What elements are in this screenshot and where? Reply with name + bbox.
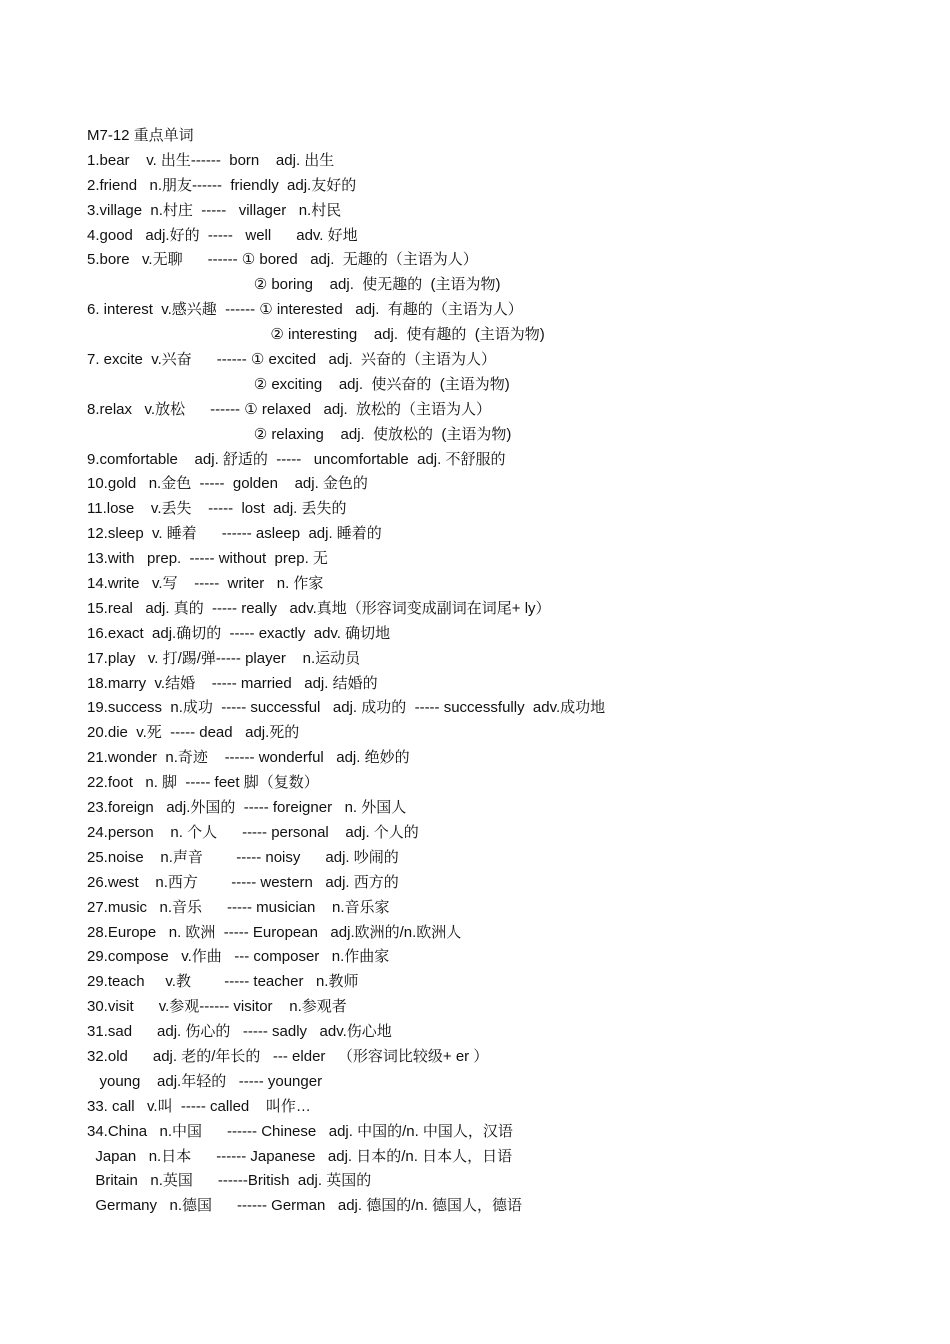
vocab-line: 24.person n. 个人 ----- personal adj. 个人的 bbox=[87, 823, 419, 841]
vocab-line: 6. interest v.感兴趣 ------ ① interested adj. 有趣的（主语为人） bbox=[87, 301, 523, 319]
vocab-line: Britain n.英国 ------British adj. 英国的 bbox=[87, 1172, 372, 1190]
vocab-line: 31.sad adj. 伤心的 ----- sadly adv.伤心地 bbox=[87, 1023, 392, 1041]
vocab-line: 9.comfortable adj. 舒适的 ----- uncomfortable adj. 不舒服的 bbox=[87, 450, 506, 468]
vocab-line: 20.die v.死 ----- dead adj.死的 bbox=[87, 724, 300, 742]
vocab-line: 4.good adj.好的 ----- well adv. 好地 bbox=[87, 226, 358, 244]
document-title: M7-12 重点单词 bbox=[87, 127, 194, 144]
vocab-line: 29.teach v.教 ----- teacher n.教师 bbox=[87, 973, 359, 991]
vocab-line: Germany n.德国 ------ German adj. 德国的/n. 德国人，德语 bbox=[87, 1197, 523, 1215]
vocab-line: young adj.年轻的 ----- younger bbox=[87, 1072, 323, 1090]
vocab-line: 12.sleep v. 睡着 ------ asleep adj. 睡着的 bbox=[87, 525, 382, 543]
vocab-line: 22.foot n. 脚 ----- feet 脚（复数） bbox=[87, 774, 319, 792]
vocab-line: 1.bear v. 出生------ born adj. 出生 bbox=[87, 151, 335, 169]
vocab-line: 2.friend n.朋友------ friendly adj.友好的 bbox=[87, 176, 357, 194]
vocab-line: 8.relax v.放松 ------ ① relaxed adj. 放松的（主语为人） bbox=[87, 400, 492, 418]
vocab-line: 25.noise n.声音 ----- noisy adj. 吵闹的 bbox=[87, 848, 399, 866]
vocab-line: ② interesting adj. 使有趣的 (主语为物) bbox=[87, 326, 545, 344]
vocab-line: 17.play v. 打/踢/弹----- player n.运动员 bbox=[87, 649, 361, 667]
vocab-line: 18.marry v.结婚 ----- married adj. 结婚的 bbox=[87, 674, 378, 692]
vocab-line: 30.visit v.参观------ visitor n.参观者 bbox=[87, 998, 347, 1016]
vocab-line: 19.success n.成功 ----- successful adj. 成功的 ----- successfully adv.成功地 bbox=[87, 699, 606, 717]
vocab-line: 34.China n.中国 ------ Chinese adj. 中国的/n. 中国人，汉语 bbox=[87, 1122, 513, 1140]
vocab-line: 11.lose v.丢失 ----- lost adj. 丢失的 bbox=[87, 500, 347, 518]
vocab-line: 5.bore v.无聊 ------ ① bored adj. 无趣的（主语为人） bbox=[87, 251, 478, 269]
vocab-line: 27.music n.音乐 ----- musician n.音乐家 bbox=[87, 898, 390, 916]
vocab-line: 3.village n.村庄 ----- villager n.村民 bbox=[87, 201, 342, 219]
vocab-line: ② boring adj. 使无趣的 (主语为物) bbox=[87, 276, 501, 294]
vocab-line: 21.wonder n.奇迹 ------ wonderful adj. 绝妙的 bbox=[87, 749, 410, 767]
vocabulary-list bbox=[87, 124, 907, 1219]
vocab-line: 15.real adj. 真的 ----- really adv.真地（形容词变成副词在词尾+ ly） bbox=[87, 599, 551, 617]
vocab-line: 10.gold n.金色 ----- golden adj. 金色的 bbox=[87, 475, 368, 493]
vocab-line: 7. excite v.兴奋 ------ ① excited adj. 兴奋的（主语为人） bbox=[87, 351, 497, 369]
vocab-line: ② relaxing adj. 使放松的 (主语为物) bbox=[87, 425, 512, 443]
vocab-line: 28.Europe n. 欧洲 ----- European adj.欧洲的/n.欧洲人 bbox=[87, 923, 462, 941]
vocab-line: 29.compose v.作曲 --- composer n.作曲家 bbox=[87, 948, 390, 966]
vocab-line: 14.write v.写 ----- writer n. 作家 bbox=[87, 575, 324, 593]
vocab-line: Japan n.日本 ------ Japanese adj. 日本的/n. 日本人，日语 bbox=[87, 1147, 513, 1165]
vocab-line: ② exciting adj. 使兴奋的 (主语为物) bbox=[87, 375, 510, 393]
vocab-line: 16.exact adj.确切的 ----- exactly adv. 确切地 bbox=[87, 624, 391, 642]
vocab-line: 32.old adj. 老的/年长的 --- elder （形容词比较级+ er ） bbox=[87, 1047, 489, 1065]
vocab-line: 26.west n.西方 ----- western adj. 西方的 bbox=[87, 873, 399, 891]
vocab-line: 33. call v.叫 ----- called 叫作… bbox=[87, 1097, 311, 1115]
vocab-line: 13.with prep. ----- without prep. 无 bbox=[87, 550, 328, 568]
vocab-line: 23.foreign adj.外国的 ----- foreigner n. 外国人 bbox=[87, 799, 407, 817]
